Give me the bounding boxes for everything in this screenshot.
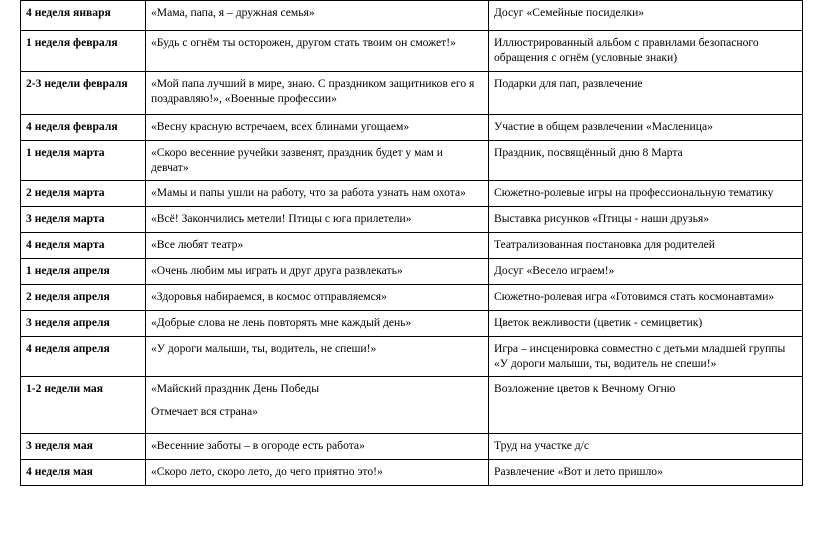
theme-text: «Будь с огнём ты осторожен, другом стать твоим он сможет!» <box>151 36 456 49</box>
table-row <box>21 207 803 233</box>
theme-text: «Весенние заботы – в огороде есть работа» <box>151 439 365 452</box>
event-cell: Иллюстрированный альбом с правилами безопасного обращения с огнём (условные знаки) <box>489 31 803 72</box>
table-row <box>21 31 803 72</box>
theme-text: Отмечает вся страна» <box>151 405 258 418</box>
event-cell: Цветок вежливости (цветик - семицветик) <box>489 311 803 337</box>
week-cell: 1 неделя апреля <box>21 259 146 285</box>
table-row <box>21 259 803 285</box>
theme-cell <box>146 31 489 72</box>
theme-text: «Весну красную встречаем, всех блинами угощаем» <box>151 120 410 133</box>
theme-text: «Мамы и папы ушли на работу, что за работа узнать нам охота» <box>151 186 466 199</box>
theme-text: «Здоровья набираемся, в космос отправляемся» <box>151 290 387 303</box>
week-cell: 2 неделя апреля <box>21 285 146 311</box>
event-cell: Игра – инсценировка совместно с детьми младшей группы «У дороги малыши, ты, водитель не спеши!» <box>489 337 803 377</box>
event-cell: Сюжетно-ролевые игры на профессиональную тематику <box>489 181 803 207</box>
table-row <box>21 377 803 434</box>
theme-text: «У дороги малыши, ты, водитель, не спеши!» <box>151 342 377 355</box>
week-cell: 4 неделя января <box>21 1 146 31</box>
theme-cell <box>146 233 489 259</box>
theme-text: «Мама, папа, я – дружная семья» <box>151 6 315 19</box>
theme-cell <box>146 141 489 181</box>
week-cell: 2-3 недели февраля <box>21 72 146 115</box>
theme-cell <box>146 337 489 377</box>
week-cell: 4 неделя февраля <box>21 115 146 141</box>
table-row <box>21 285 803 311</box>
theme-cell <box>146 207 489 233</box>
table-row <box>21 115 803 141</box>
week-cell: 4 неделя апреля <box>21 337 146 377</box>
theme-cell <box>146 1 489 31</box>
theme-cell <box>146 311 489 337</box>
table-row <box>21 460 803 486</box>
event-cell: Труд на участке д/с <box>489 434 803 460</box>
event-cell: Участие в общем развлечении «Масленица» <box>489 115 803 141</box>
theme-text: «Скоро лето, скоро лето, до чего приятно это!» <box>151 465 383 478</box>
table-row <box>21 141 803 181</box>
table-row <box>21 1 803 31</box>
week-cell: 3 неделя марта <box>21 207 146 233</box>
theme-text: «Майский праздник День Победы <box>151 382 320 395</box>
table-row <box>21 311 803 337</box>
event-cell: Подарки для пап, развлечение <box>489 72 803 115</box>
week-cell: 4 неделя марта <box>21 233 146 259</box>
week-cell: 1 неделя марта <box>21 141 146 181</box>
week-cell: 1-2 недели мая <box>21 377 146 434</box>
activity-plan-table <box>20 0 803 486</box>
event-cell: Развлечение «Вот и лето пришло» <box>489 460 803 486</box>
event-cell: Сюжетно-ролевая игра «Готовимся стать космонавтами» <box>489 285 803 311</box>
week-cell: 2 неделя марта <box>21 181 146 207</box>
theme-text: «Все любят театр» <box>151 238 244 251</box>
event-cell: Праздник, посвящённый дню 8 Марта <box>489 141 803 181</box>
event-cell: Досуг «Семейные посиделки» <box>489 1 803 31</box>
table-body <box>21 1 803 486</box>
theme-cell <box>146 115 489 141</box>
theme-cell <box>146 434 489 460</box>
table-row <box>21 337 803 377</box>
theme-cell <box>146 181 489 207</box>
table-row <box>21 181 803 207</box>
theme-cell <box>146 259 489 285</box>
week-cell: 4 неделя мая <box>21 460 146 486</box>
theme-text: «Мой папа лучший в мире, знаю. С праздником защитников его я поздравляю!», «Военные профессии» <box>151 77 475 105</box>
theme-cell <box>146 72 489 115</box>
table-row <box>21 233 803 259</box>
event-cell: Возложение цветов к Вечному Огню <box>489 377 803 434</box>
event-cell: Театрализованная постановка для родителей <box>489 233 803 259</box>
theme-text: «Скоро весенние ручейки зазвенят, праздник будет у мам и девчат» <box>151 146 443 174</box>
week-cell: 3 неделя апреля <box>21 311 146 337</box>
theme-cell <box>146 285 489 311</box>
theme-text: «Добрые слова не лень повторять мне каждый день» <box>151 316 412 329</box>
event-cell: Досуг «Весело играем!» <box>489 259 803 285</box>
theme-cell <box>146 377 489 434</box>
week-cell: 3 неделя мая <box>21 434 146 460</box>
theme-text: «Очень любим мы играть и друг друга развлекать» <box>151 264 403 277</box>
event-cell: Выставка рисунков «Птицы - наши друзья» <box>489 207 803 233</box>
theme-text: «Всё! Закончились метели! Птицы с юга прилетели» <box>151 212 412 225</box>
theme-cell <box>146 460 489 486</box>
week-cell: 1 неделя февраля <box>21 31 146 72</box>
table-row <box>21 72 803 115</box>
table-row <box>21 434 803 460</box>
